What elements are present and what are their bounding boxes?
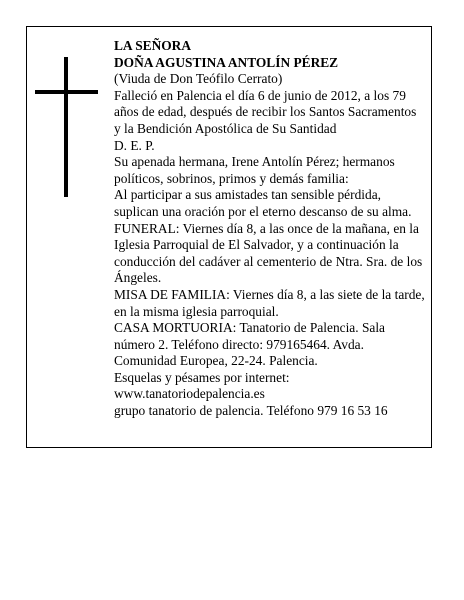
death-paragraph: Falleció en Palencia el día 6 de junio de 2012, a los 79 años de edad, después de recibir los Santos Sacramentos y la Bendición Apostólica de Su Santidad: [114, 87, 417, 136]
wake-paragraph: CASA MORTUORIA: Tanatorio de Palencia. Sala número 2. Teléfono directo: 979165464. Avda. Comunidad Europea, 22-24. Palencia.: [114, 320, 385, 369]
obituary-text: [114, 38, 426, 420]
widow-of: (Viuda de Don Teófilo Cerrato): [114, 71, 283, 87]
funeral-paragraph: FUNERAL: Viernes día 8, a las once de la mañana, en la Iglesia Parroquial de El Salvador, y a continuación la conducción del cadáver al cementerio de Ntra. Sra. de los Ángeles.: [114, 220, 423, 286]
deceased-name: DOÑA AGUSTINA ANTOLÍN PÉREZ: [114, 54, 339, 70]
mass-paragraph: MISA DE FAMILIA: Viernes día 8, a las siete de la tarde, en la misma iglesia parroquial.: [114, 286, 425, 319]
title-line: LA SEÑORA: [114, 38, 192, 53]
cross-horizontal-bar: [35, 90, 98, 94]
rip-text: D. E. P.: [114, 137, 155, 153]
internet-label: Esquelas y pésames por internet:: [114, 369, 290, 385]
group-contact: grupo tanatorio de palencia. Teléfono 979 16 53 16: [114, 403, 388, 419]
website-link[interactable]: www.tanatoriodepalencia.es: [114, 386, 265, 402]
cross-vertical-bar: [64, 57, 68, 197]
request-paragraph: Al participar a sus amistades tan sensible pérdida, suplican una oración por el eterno descanso de su alma.: [114, 187, 412, 219]
family-paragraph: Su apenada hermana, Irene Antolín Pérez; hermanos políticos, sobrinos, primos y demás familia:: [114, 154, 395, 186]
